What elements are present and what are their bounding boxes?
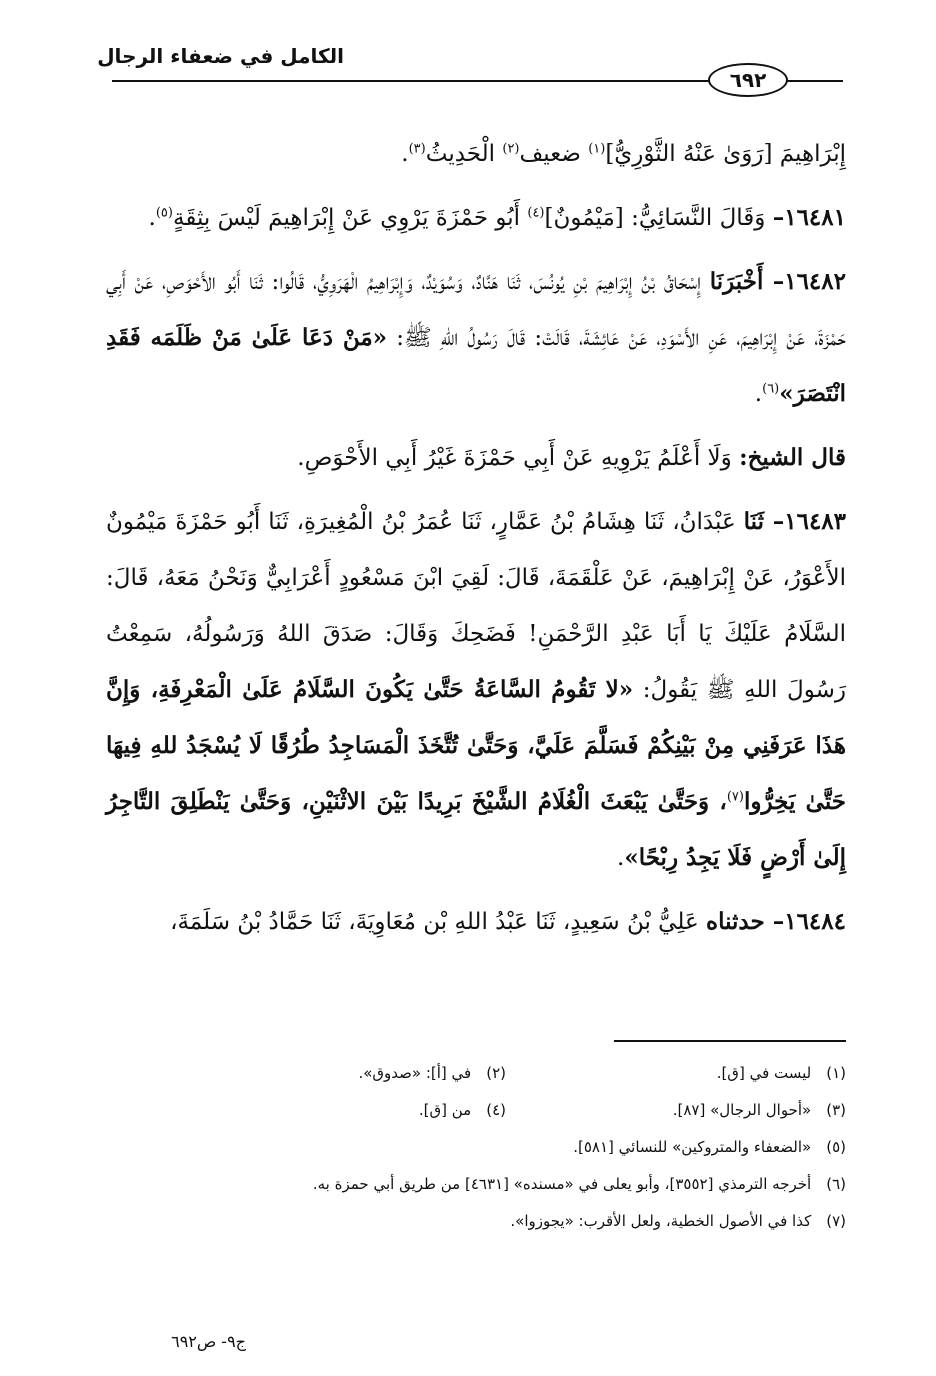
entry-16483 (106, 494, 846, 886)
footnote-ref: (٣) (408, 141, 426, 157)
footnote-text: أخرجه الترمذي [٣٥٥٢]، وأبو يعلى في «مسنده» [٤٦٣١] من طريق أبي حمزة به. (312, 1175, 812, 1193)
text-segment: عَبْدَانُ، ثَنَا هِشَامُ بْنُ عَمَّارٍ، ثَنَا عُمَرُ بْنُ الْمُغِيرَةِ، ثَنَا أَبُو حَمْزَةَ مَيْمُونٌ الأَعْوَرُ، عَنْ إِبْرَاهِيمَ، عَنْ عَلْقَمَةَ، قَالَ: لَقِيَ ابْنَ مَسْعُودٍ أَعْرَابِيٌّ وَنَحْنُ مَعَهُ، قَالَ: السَّلَامُ عَلَيْكَ يَا أَبَا عَبْدِ الرَّحْمَنِ! فَضَحِكَ وَقَالَ: صَدَقَ اللهُ وَرَسُولُهُ، سَمِعْتُ رَسُولَ اللهِ ﷺ يَقُولُ: (106, 509, 846, 703)
entry-number: ١٦٤٨٢– (772, 268, 846, 295)
text-segment: . (148, 205, 156, 231)
hadith-text-continued: ، وَحَتَّىٰ يَبْعَثَ الْغُلَامُ الشَّيْخَ بَرِيدًا بَيْنَ الاثْنَيْنِ، وَحَتَّىٰ يَنْطَلِقَ التَّاجِرُ إِلَىٰ أَرْضٍ فَلَا يَجِدُ رِبْحًا» (106, 788, 846, 871)
entry-16482 (106, 254, 846, 422)
hadith-text: «مَنْ دَعَا عَلَىٰ مَنْ ظَلَمَه فَقَدِ انْتَصَرَ» (106, 324, 846, 407)
footnote-ref: (٦) (762, 381, 780, 397)
text-segment: وَقَالَ النَّسَائِيُّ: [مَيْمُونٌ] (544, 205, 773, 231)
text-segment: ضعيف (519, 141, 589, 167)
text-segment: الْحَدِيثُ (425, 141, 503, 167)
sheikh-comment (106, 430, 846, 486)
paragraph-1 (106, 126, 846, 182)
entry-number: ١٦٤٨٤– (772, 908, 846, 935)
footnotes (106, 1055, 846, 1240)
footnote-row (106, 1055, 846, 1092)
footnote-mark: (٦) (826, 1175, 846, 1193)
footnote-mark: (١) (826, 1064, 846, 1082)
sheikh-label: قال الشيخ: (739, 444, 846, 471)
main-text (106, 126, 846, 958)
footnote-ref: (١) (588, 141, 606, 157)
text-segment: إِسْحَاقُ بْنُ إِبْرَاهِيمَ بْنِ يُونُسَ، ثَنَا هَنَّادٌ، وَسُوَيْدٌ، وَإِبْرَاهِيمُ الْهَرَوِيُّ، قَالُوا: ثَنَا أَبُو الأَحْوَصِ، عَنْ أَبِي حَمْزَةَ، عَنْ إِبْرَاهِيمَ، عَنِ الأَسْوَدِ، عَنْ عَائِشَةَ، قَالَتْ: قَالَ رَسُولُ اللهِ ﷺ: (106, 269, 846, 351)
transmission-word: حدثناه (706, 908, 773, 935)
entry-16481 (106, 190, 846, 246)
footnote-ref: (٢) (502, 141, 520, 157)
footnote-mark: (٣) (826, 1101, 846, 1119)
volume-page-signature: ج٩- ص٦٩٢ (171, 1332, 246, 1351)
footnote-2 (358, 1055, 506, 1092)
footnote-ref: (٧) (726, 789, 744, 805)
page-number: ٦٩٢ (708, 63, 788, 97)
footnote-separator (614, 1040, 846, 1042)
footnote-mark: (٢) (486, 1064, 506, 1082)
footnote-text: في [أ]: «صدوق». (358, 1064, 472, 1082)
footnote-1 (506, 1055, 846, 1092)
footnote-text: ليست في [ق]. (716, 1064, 812, 1082)
footnote-4 (419, 1092, 506, 1129)
footnote-mark: (٤) (486, 1101, 506, 1119)
footnote-text: «أحوال الرجال» [٨٧]. (672, 1101, 812, 1119)
running-title: الكامل في ضعفاء الرجال (97, 44, 344, 68)
text-segment: وَلَا أَعْلَمُ يَرْوِيهِ عَنْ أَبِي حَمْزَةَ غَيْرُ أَبِي الأَحْوَصِ. (297, 445, 740, 471)
footnote-mark: (٧) (826, 1212, 846, 1230)
entry-number: ١٦٤٨١– (772, 204, 846, 231)
footnote-text: كذا في الأصول الخطية، ولعل الأقرب: «يجوزوا». (510, 1212, 812, 1230)
entry-16484 (106, 894, 846, 950)
hadith-text: «لا تَقُومُ السَّاعَةُ حَتَّىٰ يَكُونَ السَّلَامُ عَلَىٰ الْمَعْرِفَةِ، وَإِنَّ هَذَا عَرَفَنِي مِنْ بَيْنِكُمْ فَسَلَّمَ عَلَيَّ، وَحَتَّىٰ تُتَّخَذَ الْمَسَاجِدُ طُرُقًا لَا يُسْجَدُ للهِ فِيهَا حَتَّىٰ يَخِرُّوا (106, 676, 846, 815)
footnote-row (106, 1092, 846, 1129)
text-segment: عَلِيُّ بْنُ سَعِيدٍ، ثَنَا عَبْدُ اللهِ بْن مُعَاوِيَةَ، ثَنَا حَمَّادُ بْنُ سَلَمَةَ، (170, 909, 707, 935)
text-segment: . (617, 845, 625, 871)
footnote-text: «الضعفاء والمتروكين» للنسائي [٥٨١]. (573, 1138, 812, 1156)
text-segment: إِبْرَاهِيمَ [رَوَىٰ عَنْهُ الثَّوْرِيُّ] (605, 141, 846, 167)
text-segment: أَبُو حَمْزَةَ يَرْوِي عَنْ إِبْرَاهِيمَ لَيْسَ بِثِقَةٍ (172, 205, 528, 231)
footnote-text: من [ق]. (418, 1101, 472, 1119)
transmission-word: أَخْبَرَنَا (709, 268, 773, 295)
footnote-ref: (٤) (527, 205, 545, 221)
footnote-mark: (٥) (826, 1138, 846, 1156)
footnote-6 (106, 1166, 846, 1203)
entry-number: ١٦٤٨٣– (772, 508, 847, 535)
footnote-7 (106, 1203, 846, 1240)
text-segment: . (401, 141, 409, 167)
transmission-word: ثَنَا (743, 508, 773, 535)
footnote-5 (106, 1129, 846, 1166)
footnote-ref: (٥) (155, 205, 173, 221)
footnote-3 (506, 1092, 846, 1129)
text-segment: . (754, 381, 763, 407)
